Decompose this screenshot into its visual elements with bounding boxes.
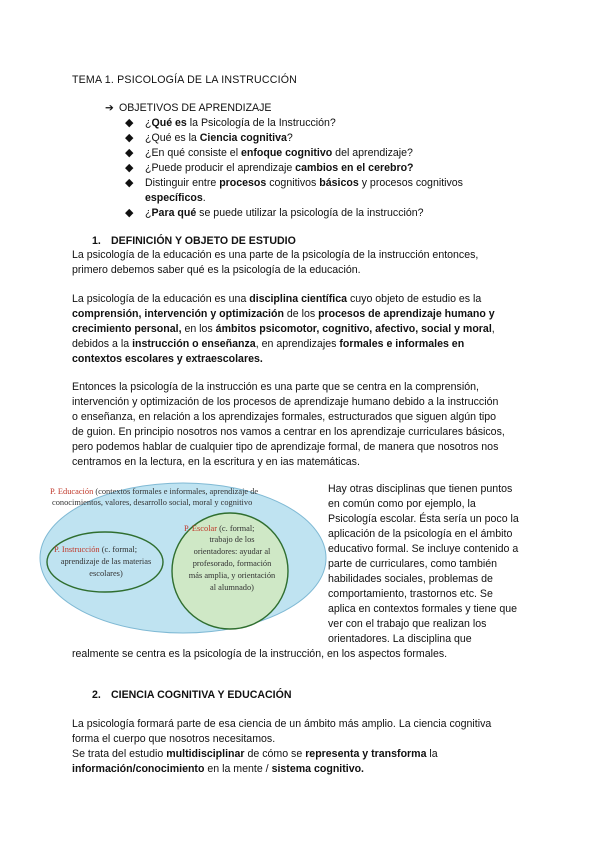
- diamond-bullet-icon: ◆: [125, 117, 134, 129]
- escolar-label-line4: profesorado, formación: [192, 559, 272, 568]
- section-heading: 2. CIENCIA COGNITIVA Y EDUCACIÓN: [92, 689, 292, 701]
- arrow-right-icon: ➔: [105, 102, 114, 114]
- side-paragraph-tail: realmente se centra es la psicología de la instrucción, en los aspectos formales.: [72, 648, 448, 660]
- instruccion-label: P. Instrucción (c. formal;: [54, 545, 138, 554]
- document-title: TEMA 1. PSICOLOGÍA DE LA INSTRUCCIÓN: [72, 74, 298, 86]
- instruccion-label-line3: escolares): [89, 569, 123, 578]
- section-heading: 1. DEFINICIÓN Y OBJETO DE ESTUDIO: [92, 235, 296, 247]
- venn-diagram: [38, 480, 328, 635]
- diamond-bullet-icon: ◆: [125, 207, 134, 219]
- diamond-bullet-icon: ◆: [125, 147, 134, 159]
- paragraph: Entonces la psicología de la instrucción es una parte que se centra en la comprensión, intervención y optimización de los procesos de aprendizaje humano debido a la instrucción o enseñanza, en relación a los aprendizajes formales, estructurados que siguen algún tipo de guion. En principio nosotros nos vamos a centrar en los aprendizaje curriculares básicos, pero podemos hablar de cualquier tipo de aprendizaje formal, de manera que nosotros nos centramos en la lectura, en la escritura y en ias matemáticas.: [72, 381, 505, 468]
- side-paragraph: Hay otras disciplinas que tienen puntos en común como por ejemplo, la Psicología escolar. Ésta sería un poco la aplicación de la psicología en el ámbito educativo formal. Se incluye contenido a parte de curriculares, como también habilidades sociales, problemas de comportamiento, trastornos etc. Se aplica en contextos formales y tiene que ver con el trabajo que realizan los orientadores. La disciplina que: [328, 483, 519, 645]
- paragraph: La psicología formará parte de esa ciencia de un ámbito más amplio. La ciencia cognitiva forma el cuerpo que nosotros necesitamos. Se trata del estudio multidisciplinar de cómo se representa y transforma la información/conocimiento en la mente / sistema cognitivo.: [72, 718, 492, 775]
- paragraph: La psicología de la educación es una disciplina científica cuyo objeto de estudio es la comprensión, intervención y optimización de los procesos de aprendizaje humano y crecimiento personal, en los ámbitos psicomotor, cognitivo, afectivo, social y moral, debidos a la instrucción o enseñanza, en aprendizajes formales e informales en contextos escolares y extraescolares.: [72, 293, 495, 365]
- instruccion-label-line2: aprendizaje de las materias: [60, 557, 152, 566]
- escolar-label-line3: orientadores: ayudar al: [193, 547, 271, 556]
- escolar-label-line6: al alumnado): [210, 583, 254, 592]
- diamond-bullet-icon: ◆: [125, 162, 134, 174]
- paragraph: La psicología de la educación es una parte de la psicología de la instrucción entonces, primero debemos saber qué es la psicología de la educación.: [72, 249, 479, 276]
- educacion-label: P. Educación (contextos formales e informales, aprendizaje de: [50, 487, 259, 496]
- objectives-heading: [105, 101, 271, 116]
- escolar-label: P. Escolar (c. formal;: [184, 524, 255, 533]
- diamond-bullet-icon: ◆: [125, 132, 134, 144]
- escolar-label-line5: más amplia, y orientación: [188, 571, 276, 580]
- diamond-bullet-icon: ◆: [125, 177, 134, 189]
- objectives-heading-label: OBJETIVOS DE APRENDIZAJE: [119, 102, 272, 114]
- escolar-label-line2: trabajo de los: [209, 535, 255, 544]
- educacion-label-line2: conocimientos, valores, desarrollo social, moral y cognitivo: [52, 498, 253, 507]
